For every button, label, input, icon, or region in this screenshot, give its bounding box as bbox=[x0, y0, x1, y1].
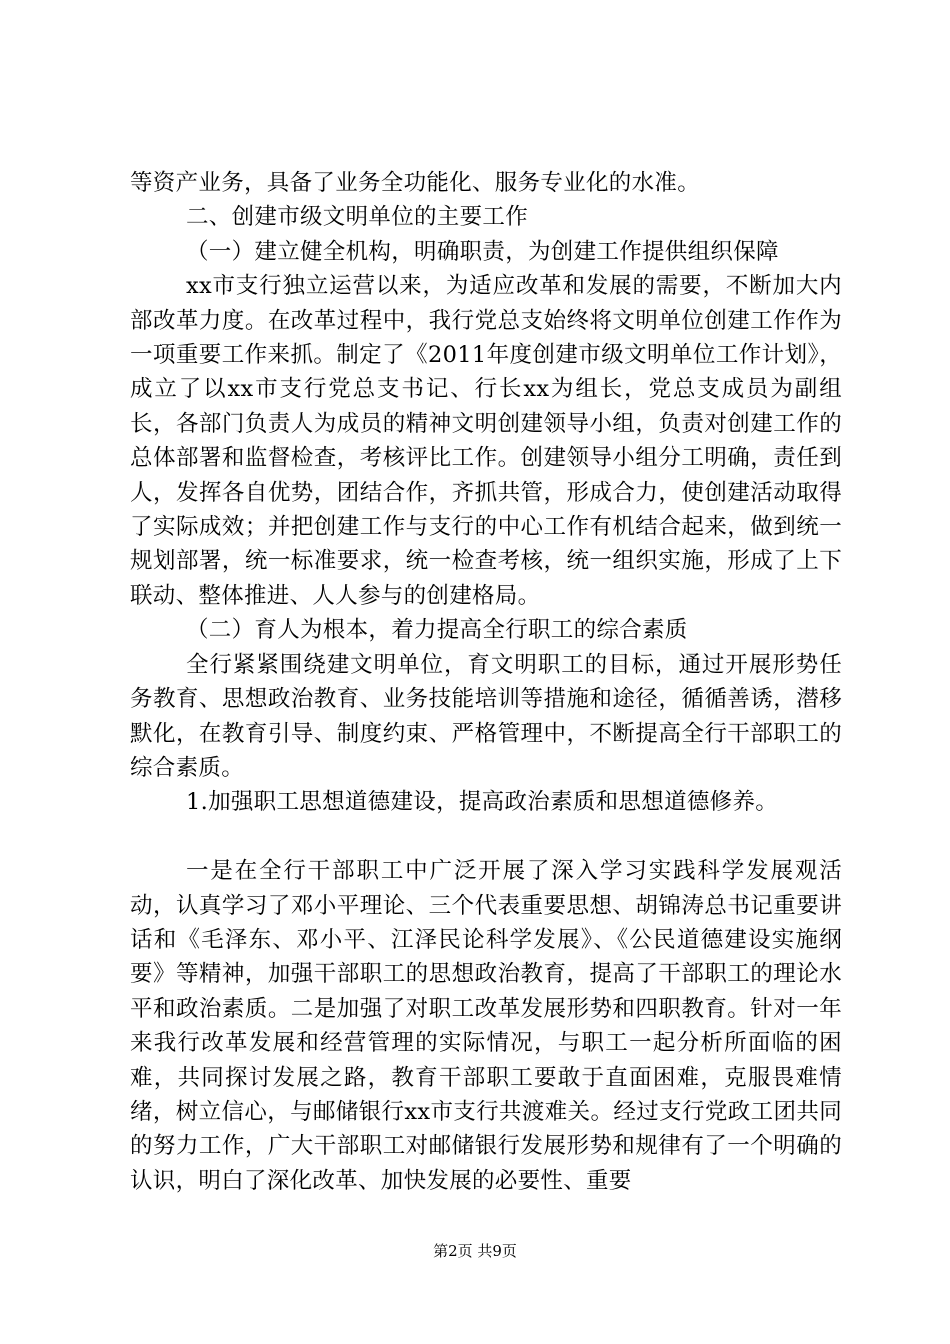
paragraph-organization: xx市支行独立运营以来，为适应改革和发展的需要，不断加大内部改革力度。在改革过程中，我行党总支始终将文明单位创建工作作为一项重要工作来抓。制定了《2011年度创建市级文明单位工作计划》，成立了以xx市支行党总支书记、行长xx为组长，党总支成员为副组长，各部门负责人为成员的精神文明创建领导小组，负责对创建工作的总体部署和监督检查，考核评比工作。创建领导小组分工明确，责任到人，发挥各自优势，团结合作，齐抓共管，形成合力，使创建活动取得了实际成效；并把创建工作与支行的中心工作有机结合起来，做到统一规划部署，统一标准要求，统一检查考核，统一组织实施，形成了上下联动、整体推进、人人参与的创建格局。 bbox=[130, 273, 842, 609]
subsection-heading-2: （二）育人为根本，着力提高全行职工的综合素质 bbox=[186, 617, 688, 644]
document-body bbox=[130, 166, 842, 1198]
page-footer: 第2页 共9页 bbox=[433, 1242, 517, 1260]
item-heading-1: 1.加强职工思想道德建设，提高政治素质和思想道德修养。 bbox=[186, 789, 779, 816]
paragraph-education: 全行紧紧围绕建文明单位，育文明职工的目标，通过开展形势任务教育、思想政治教育、业务技能培训等措施和途径，循循善诱，潜移默化，在教育引导、制度约束、严格管理中，不断提高全行干部职工的综合素质。 bbox=[130, 651, 842, 781]
paragraph-moral-building: 一是在全行干部职工中广泛开展了深入学习实践科学发展观活动，认真学习了邓小平理论、三个代表重要思想、胡锦涛总书记重要讲话和《毛泽东、邓小平、江泽民论科学发展》、《公民道德建设实施纲要》等精神，加强干部职工的思想政治教育，提高了干部职工的理论水平和政治素质。二是加强了对职工改革发展形势和四职教育。针对一年来我行改革发展和经营管理的实际情况，与职工一起分析所面临的困难，共同探讨发展之路，教育干部职工要敢于直面困难，克服畏难情绪，树立信心，与邮储银行xx市支行共渡难关。经过支行党政工团共同的努力工作，广大干部职工对邮储银行发展形势和规律有了一个明确的认识，明白了深化改革、加快发展的必要性、重要 bbox=[130, 858, 842, 1194]
blank-line bbox=[130, 820, 842, 854]
subsection-heading-1: （一）建立健全机构，明确职责，为创建工作提供组织保障 bbox=[186, 238, 779, 265]
paragraph-1: 等资产业务，具备了业务全功能化、服务专业化的水准。 bbox=[130, 170, 701, 196]
section-heading-2: 二、创建市级文明单位的主要工作 bbox=[186, 204, 529, 231]
